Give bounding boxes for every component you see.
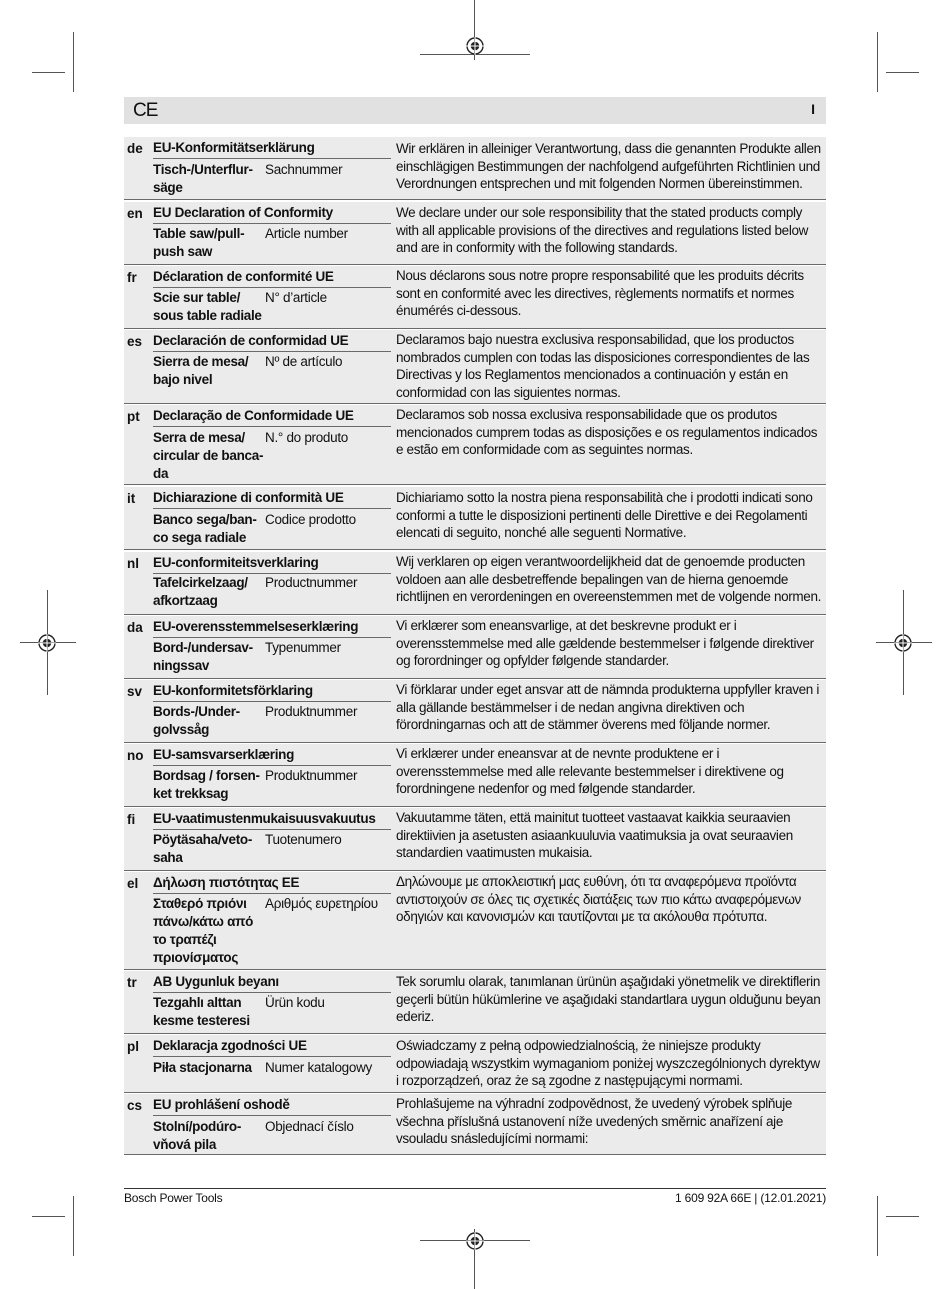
product-name: Scie sur table/ sous table radiale <box>153 290 262 323</box>
language-code: no <box>127 748 144 763</box>
language-code: it <box>127 491 136 506</box>
declaration-statement: Wij verklaren op eigen verantwoordelijkheid dat de genoemde producten voldoen aan alle desbetreffende bepalingen van de hierna genoemde richtlijnen en verordeningen en overeenstemmen met de volgende normen. <box>396 554 822 605</box>
declaration-statement: We declare under our sole responsibility that the stated products comply with all applicable provisions of the directives and regulations listed below and are in conformity with the following standards. <box>396 205 809 256</box>
product-name: Tafelcirkelzaag/ afkortzaag <box>153 575 248 608</box>
declaration-title: Dichiarazione di conformità UE <box>153 490 391 509</box>
product-name: Sierra de mesa/ bajo nivel <box>153 354 249 387</box>
product-name: Σταθερό πριόνι πάνω/κάτω από το τραπέζι πριονίσματος <box>153 896 254 965</box>
article-number-label: Produktnummer <box>265 768 358 783</box>
product-name: Table saw/pull-push saw <box>153 226 245 259</box>
product-name: Banco sega/ban-co sega radiale <box>153 512 257 545</box>
language-code: fi <box>127 812 136 827</box>
ce-mark-icon: CE <box>133 100 158 121</box>
footer-brand: Bosch Power Tools <box>124 1191 223 1205</box>
declaration-row-cs <box>124 1094 826 1155</box>
page-number: I <box>811 101 815 117</box>
language-code: da <box>127 620 143 635</box>
declaration-statement: Oświadczamy z pełną odpowiedzialnością, że niniejsze produkty odpowiadają wszystkim wymaganiom poniżej wyszczególnionych dyrektyw i rozporządzeń, oraz że są zgodne z następującymi normami. <box>396 1038 820 1089</box>
registration-mark-icon <box>466 1232 484 1250</box>
product-name: Tezgahlı alttan kesme testeresi <box>153 995 250 1028</box>
article-number-label: Codice prodotto <box>265 512 356 527</box>
declaration-statement: Vi erklærer under eneansvar at de nevnte produktene er i overensstemmelse med alle relevante bestemmelser i direktivene og forordningene nedenfor og med følgende standarder. <box>396 746 784 797</box>
article-number-label: Sachnummer <box>265 162 343 177</box>
crop-mark-right-vertical <box>877 32 878 92</box>
declaration-row-fr <box>124 266 826 329</box>
language-code: el <box>127 876 139 891</box>
declaration-row-el <box>124 872 826 970</box>
declaration-row-tr <box>124 971 826 1034</box>
crop-mark-right-horizontal <box>886 72 919 73</box>
declaration-title: EU-conformiteitsverklaring <box>153 555 391 574</box>
language-code: fr <box>127 270 137 285</box>
declaration-statement: Δηλώνουμε με αποκλειστική μας ευθύνη, ότι τα αναφερόμενα προϊόντα αντιστοιχούν σε όλες τις σχετικές διατάξεις των πιο κάτω αναφερόμενων οδηγιών και κανονισμών και ταυτίζονται με τα ακόλουθα πρότυπα. <box>396 874 801 925</box>
declaration-title: EU-samsvarserklæring <box>153 747 391 766</box>
crop-mark-left-vertical <box>73 32 74 92</box>
language-code: nl <box>127 556 139 571</box>
article-number-label: Productnummer <box>265 575 358 590</box>
crop-mark-bottom-left-vertical <box>73 1196 74 1256</box>
article-number-label: Numer katalogowy <box>265 1060 372 1075</box>
article-number-label: Ürün kodu <box>265 995 325 1010</box>
declaration-title: EU-vaatimustenmukaisuusvakuutus <box>153 811 391 830</box>
declaration-statement: Declaramos bajo nuestra exclusiva responsabilidad, que los productos nombrados cumplen con todas las disposiciones correspondientes de las Directivas y los Reglamentos mencionados a continuación y están en conformidad con las siguientes normas. <box>396 332 810 401</box>
language-code: pl <box>127 1039 139 1054</box>
declaration-title: Declaración de conformidad UE <box>153 333 391 352</box>
declaration-row-nl <box>124 552 826 615</box>
language-code: de <box>127 141 143 156</box>
declaration-title: EU-konformitetsförklaring <box>153 683 391 702</box>
registration-mark-icon <box>466 37 484 55</box>
language-code: cs <box>127 1098 143 1113</box>
crop-mark-bottom-right-horizontal <box>886 1216 919 1217</box>
declaration-row-no <box>124 744 826 807</box>
declaration-row-en <box>124 202 826 265</box>
registration-mark-icon <box>894 634 912 652</box>
language-code: en <box>127 206 143 221</box>
declaration-title: EU-Konformitätserklärung <box>153 140 391 159</box>
product-name: Bordsag / forsen-ket trekksag <box>153 768 260 801</box>
declaration-title: Declaração de Conformidade UE <box>153 408 391 427</box>
article-number-label: Nº de artículo <box>265 354 343 369</box>
declaration-row-es <box>124 330 826 404</box>
declaration-statement: Nous déclarons sous notre propre responsabilité que les produits décrits sont en conformité avec les directives, règlements normatifs et normes énumérés ci-dessous. <box>396 268 804 319</box>
footer-divider <box>124 1188 826 1189</box>
declaration-statement: Tek sorumlu olarak, tanımlanan ürünün aşağıdaki yönetmelik ve direktiflerin geçerli bütün hükümlerine ve aşağıdaki standartlara uygun olduğunu beyan ederiz. <box>396 974 821 1025</box>
registration-mark-icon <box>38 634 56 652</box>
crop-mark-bottom-right-vertical <box>877 1196 878 1256</box>
declaration-statement: Dichiariamo sotto la nostra piena responsabilità che i prodotti indicati sono conformi a tutte le disposizioni pertinenti delle Direttive e dei Regolamenti elencati di seguito, nonché alle seguenti Normative. <box>396 490 813 541</box>
article-number-label: Article number <box>265 226 348 241</box>
language-code: es <box>127 334 143 349</box>
declaration-row-pl <box>124 1035 826 1093</box>
declaration-title: EU prohlášení oshodě <box>153 1097 391 1116</box>
article-number-label: N.° do produto <box>265 430 349 445</box>
declaration-title: Déclaration de conformité UE <box>153 269 391 288</box>
crop-mark-left-horizontal <box>32 72 65 73</box>
article-number-label: Typenummer <box>265 640 341 655</box>
declaration-title: Deklaracja zgodności UE <box>153 1038 391 1057</box>
article-number-label: N° d’article <box>265 290 327 305</box>
product-name: Tisch-/Unterflur-säge <box>153 162 253 195</box>
article-number-label: Objednací číslo <box>265 1119 354 1134</box>
declaration-row-pt <box>124 405 826 485</box>
declaration-row-sv <box>124 680 826 743</box>
language-code: sv <box>127 684 143 699</box>
declaration-row-fi <box>124 808 826 871</box>
declaration-statement: Declaramos sob nossa exclusiva responsabilidade que os produtos mencionados cumprem todas as disposições e os regulamentos indicados e estão em conformidade com as seguintes normas. <box>396 407 818 458</box>
declaration-title: EU-overensstemmelseserklæring <box>153 619 391 638</box>
declaration-statement: Prohlašujeme na výhradní zodpovědnost, že uvedený výrobek splňuje všechna příslušná ustanovení níže uvedených směrnic anařízení aje vsouladu snásledujícími normami: <box>396 1096 793 1147</box>
article-number-label: Αριθμός ευρετηρίου <box>265 896 378 911</box>
declaration-statement: Vi erklærer som eneansvarlige, at det beskrevne produkt er i overensstemmelse med alle gældende bestemmelser i følgende direktiver og forordninger og opfylder følgende standarder. <box>396 618 814 669</box>
footer-doc-number: 1 609 92A 66E | (12.01.2021) <box>675 1191 826 1205</box>
crop-mark-bottom-left-horizontal <box>32 1216 65 1217</box>
declaration-statement: Vi förklarar under eget ansvar att de nämnda produkterna uppfyller kraven i alla gällande bestämmelser i de nedan angivna direktiven och förordningarnas och att de stämmer överens med följande normer. <box>396 682 820 733</box>
product-name: Stolní/podúro-vňová pila <box>153 1119 242 1152</box>
declaration-title: EU Declaration of Conformity <box>153 205 391 224</box>
language-code: pt <box>127 409 140 424</box>
article-number-label: Tuotenumero <box>265 832 342 847</box>
declaration-title: Δήλωση πιστότητας ΕΕ <box>153 875 391 894</box>
page-header <box>124 97 826 124</box>
declaration-row-it <box>124 487 826 550</box>
language-code: tr <box>127 975 137 990</box>
declaration-row-da <box>124 616 826 679</box>
article-number-label: Produktnummer <box>265 704 358 719</box>
declaration-statement: Wir erklären in alleiniger Verantwortung, dass die genannten Produkte allen einschlägigen Bestimmungen der nachfolgend aufgeführten Richtlinien und Verordnungen entsprechen und mit folgenden Normen übereinstimmen. <box>396 141 821 192</box>
declaration-statement: Vakuutamme täten, että mainitut tuotteet vastaavat kaikkia seuraavien direktiivien ja asetusten asiaankuuluvia vaatimuksia ja ovat seuraavien standardien vaatimusten mukaisia. <box>396 810 793 861</box>
product-name: Bords-/Under-golvssåg <box>153 704 240 737</box>
product-name: Pöytäsaha/veto-saha <box>153 832 253 865</box>
declaration-row-de <box>124 137 826 200</box>
product-name: Piła stacjonarna <box>153 1060 252 1075</box>
product-name: Bord-/undersav-ningssav <box>153 640 253 673</box>
declaration-title: AB Uygunluk beyanı <box>153 974 391 993</box>
product-name: Serra de mesa/ circular de banca-da <box>153 430 264 481</box>
